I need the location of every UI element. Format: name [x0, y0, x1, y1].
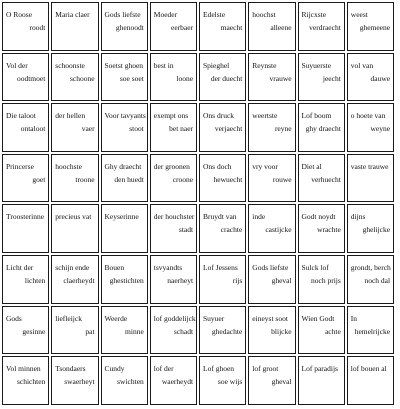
grid-cell: [298, 53, 345, 102]
cell-line-2: lichten: [24, 276, 46, 285]
cell-line-1: O Roose: [6, 10, 33, 19]
cell-line-2: minne: [125, 326, 144, 336]
cell-line-2: roodt: [29, 23, 46, 32]
cell-line-2: swaerheyt: [64, 377, 95, 387]
cell-line-1: Bruydt van: [203, 212, 237, 222]
grid-cell: [150, 204, 197, 253]
cell-line-1: weertste: [252, 111, 278, 121]
cell-line-2: gheval: [271, 276, 292, 285]
grid-cell: [347, 103, 394, 152]
cell-line-2: rijs: [232, 276, 243, 285]
grid-cell: [347, 53, 394, 102]
grid-cell: [298, 204, 345, 253]
grid-cell: [248, 255, 295, 304]
cell-line-1: o hoete van: [350, 111, 386, 121]
grid-cell: [199, 306, 246, 355]
grid-cell: [101, 356, 148, 405]
cell-line-1: Lof ghoen: [203, 364, 235, 374]
cell-line-1: Princerse: [6, 161, 34, 171]
cell-line-2: vaer: [81, 124, 95, 134]
cell-line-2: naerheyt: [167, 276, 194, 285]
cell-line-1: Reynste: [252, 60, 277, 70]
cell-line-2: hewuecht: [213, 174, 243, 184]
cell-line-2: blijcke: [271, 326, 292, 336]
cell-line-1: Sulck lof: [301, 263, 329, 272]
grid-cell: [199, 204, 246, 253]
grid-cell: [199, 255, 246, 304]
cell-line-2: castijcke: [265, 225, 292, 235]
cell-line-1: Vol der: [6, 60, 28, 70]
grid-cell: [248, 356, 295, 405]
cell-line-2: soe soet: [119, 73, 144, 83]
cell-line-1: Gods: [6, 313, 22, 323]
grid-cell: [51, 53, 98, 102]
cell-line-2: dauwe: [370, 73, 391, 83]
cell-line-1: lof der: [153, 364, 174, 374]
cell-line-1: Cundy: [104, 364, 125, 374]
cell-line-2: der duecht: [210, 73, 243, 83]
grid-cell: [298, 306, 345, 355]
grid-cell: [150, 154, 197, 203]
grid-cell: [101, 53, 148, 102]
cell-line-2: schichten: [16, 377, 46, 387]
grid-cell: [248, 103, 295, 152]
grid-cell: [2, 154, 49, 203]
cell-line-2: ghedachte: [211, 326, 243, 336]
grid-cell: [2, 2, 49, 51]
grid-cell: [101, 154, 148, 203]
cell-line-2: bet naer: [169, 124, 194, 134]
grid-cell: [2, 356, 49, 405]
cell-line-1: der hellen: [55, 111, 86, 121]
cell-line-2: waerheydt: [161, 377, 194, 387]
cell-line-1: Weerde: [104, 313, 128, 323]
grid-cell: [51, 255, 98, 304]
cell-line-2: schoone: [70, 73, 95, 83]
grid-cell: [51, 356, 98, 405]
cell-line-2: noch dal: [364, 276, 391, 285]
cell-line-1: Ons doch: [203, 161, 232, 171]
grid-cell: [150, 306, 197, 355]
grid-cell: [347, 306, 394, 355]
cell-line-1: Rijcxste: [301, 10, 327, 19]
cell-line-2: gheval: [271, 377, 292, 387]
cell-line-2: goet: [32, 174, 46, 184]
grid-cell: [51, 204, 98, 253]
grid-cell: [150, 255, 197, 304]
cell-line-2: ghenoodt: [115, 23, 144, 32]
cell-line-1: Diet al: [301, 161, 322, 171]
cell-line-2: ghestichten: [109, 276, 144, 285]
grid-cell: [150, 103, 197, 152]
cell-line-1: hoochst: [252, 10, 276, 19]
cell-line-2: pat: [85, 326, 95, 336]
cell-line-1: Soetst ghoen: [104, 60, 144, 70]
grid-cell: [199, 2, 246, 51]
cell-line-2: alleene: [270, 23, 292, 32]
grid-cell: [248, 154, 295, 203]
grid-cell: [248, 2, 295, 51]
cell-line-2: noch prijs: [311, 276, 341, 285]
cell-line-2: troone: [75, 174, 95, 184]
grid-cell: [150, 356, 197, 405]
cell-line-1: Moeder: [153, 10, 178, 19]
cell-line-2: schadt: [173, 326, 194, 336]
grid-cell: [51, 103, 98, 152]
cell-line-1: Licht der: [6, 263, 34, 272]
grid-cell: [298, 103, 345, 152]
cell-line-1: exempt ons: [153, 111, 189, 121]
cell-line-2: stadt: [178, 225, 194, 235]
grid-cell: [298, 255, 345, 304]
grid-cell: [347, 154, 394, 203]
cell-line-1: Maria claer: [55, 10, 90, 19]
grid-cell: [2, 53, 49, 102]
grid-cell: [298, 356, 345, 405]
cell-line-1: grondt, berch: [350, 263, 391, 272]
grid-cell: [199, 53, 246, 102]
cell-line-2: croone: [172, 174, 194, 184]
cell-line-2: ghemeene: [359, 23, 391, 32]
cell-line-1: Godt noydt: [301, 212, 336, 222]
grid-cell: [51, 306, 98, 355]
grid-cell: [347, 255, 394, 304]
grid-cell: [298, 2, 345, 51]
cell-line-1: der groonen: [153, 161, 190, 171]
cell-line-1: lof groot: [252, 364, 279, 374]
cell-line-2: claerheydt: [63, 276, 95, 285]
grid-cell: [2, 204, 49, 253]
grid-cell: [248, 53, 295, 102]
cell-line-2: den huedt: [114, 174, 144, 184]
cell-line-1: Tsondaers: [55, 364, 86, 374]
cell-line-2: loone: [176, 73, 194, 83]
cell-line-2: soe wijs: [217, 377, 243, 387]
cell-line-2: verdraecht: [309, 23, 341, 32]
cell-line-1: weest: [350, 10, 368, 19]
cell-line-2: eerbaer: [171, 23, 194, 32]
cell-line-1: eineyst soot: [252, 313, 288, 323]
cell-line-2: wrachte: [317, 225, 341, 235]
grid-cell: [2, 103, 49, 152]
cell-line-1: hoochste: [55, 161, 82, 171]
cell-line-1: Troosterinne: [6, 212, 45, 222]
cell-line-2: oodtmoet: [16, 73, 46, 83]
cell-line-2: maecht: [220, 23, 243, 32]
cell-line-1: tsvyandts: [153, 263, 183, 272]
grid-cell: [248, 306, 295, 355]
cell-line-1: der houchster: [153, 212, 195, 222]
grid-cell: [101, 255, 148, 304]
cell-line-2: verjaecht: [214, 124, 243, 134]
grid-cell: [101, 204, 148, 253]
grid-cell: [347, 2, 394, 51]
cell-line-1: schoonste: [55, 60, 85, 70]
cell-line-1: Wien Godt: [301, 313, 335, 323]
cell-line-2: hemelrijcke: [354, 326, 391, 336]
cell-line-1: In: [350, 313, 358, 323]
cell-line-1: best in: [153, 60, 174, 70]
cell-line-1: schijn ende: [55, 263, 90, 272]
cell-line-1: vaste trauwe: [350, 161, 389, 171]
cell-line-1: Suyuerste: [301, 60, 332, 70]
cell-line-2: achte: [324, 326, 341, 336]
cell-line-1: Lof Jessens: [203, 263, 238, 272]
grid-cell: [2, 255, 49, 304]
cell-line-1: inde: [252, 212, 266, 222]
cell-line-1: lof bouen al: [350, 364, 387, 374]
cell-line-2: jeecht: [322, 73, 341, 83]
cell-line-2: stoot: [129, 124, 144, 134]
cell-line-2: ontaloot: [20, 124, 46, 134]
grid-cell: [51, 154, 98, 203]
grid-cell: [298, 154, 345, 203]
cell-line-1: Edelste: [203, 10, 226, 19]
grid-cell: [101, 103, 148, 152]
grid-cell: [199, 356, 246, 405]
grid-cell: [101, 306, 148, 355]
cell-line-1: Spieghel: [203, 60, 230, 70]
cell-line-2: crachte: [220, 225, 243, 235]
cell-line-1: Gods liefste: [252, 263, 289, 272]
cell-line-1: Ons druck: [203, 111, 235, 121]
cell-line-1: Suyuer: [203, 313, 225, 323]
cell-line-2: weyne: [370, 124, 391, 134]
cell-line-2: swichten: [117, 377, 144, 387]
cell-line-1: Bouen: [104, 263, 125, 272]
grid-cell: [150, 53, 197, 102]
cell-line-2: ghelijcke: [362, 225, 391, 235]
cell-line-2: verhuecht: [311, 174, 341, 184]
cell-line-2: reyne: [274, 124, 292, 134]
grid-cell: [248, 204, 295, 253]
cell-line-1: Vol minnen: [6, 364, 41, 374]
cell-line-1: Lof paradijs: [301, 364, 338, 374]
cell-line-2: gesinne: [22, 326, 46, 336]
cell-line-1: precieus vat: [55, 212, 92, 222]
cell-line-1: liefleijck: [55, 313, 82, 323]
cell-line-1: Voor tavyants: [104, 111, 146, 121]
cell-line-1: lof goddelijck: [153, 313, 196, 323]
cell-line-1: Keyserinne: [104, 212, 139, 222]
grid-cell: [2, 306, 49, 355]
cell-line-1: Ghy draecht: [104, 161, 142, 171]
grid-cell: [150, 2, 197, 51]
cell-line-2: vrauwe: [269, 73, 292, 83]
grid-cell: [347, 356, 394, 405]
cell-line-2: rouwe: [272, 174, 292, 184]
cell-line-1: Gods liefste: [104, 10, 141, 19]
grid-cell: [101, 2, 148, 51]
grid-cell: [347, 204, 394, 253]
cell-line-1: Die taloot: [6, 111, 36, 121]
grid-cell: [51, 2, 98, 51]
cell-line-1: Lof boom: [301, 111, 332, 121]
cell-line-1: vry voor: [252, 161, 278, 171]
cell-line-1: dijns: [350, 212, 366, 222]
grid-cell: [199, 103, 246, 152]
grid-cell: [199, 154, 246, 203]
cell-line-2: ghy draecht: [305, 124, 341, 134]
cell-line-1: vol van: [350, 60, 374, 70]
